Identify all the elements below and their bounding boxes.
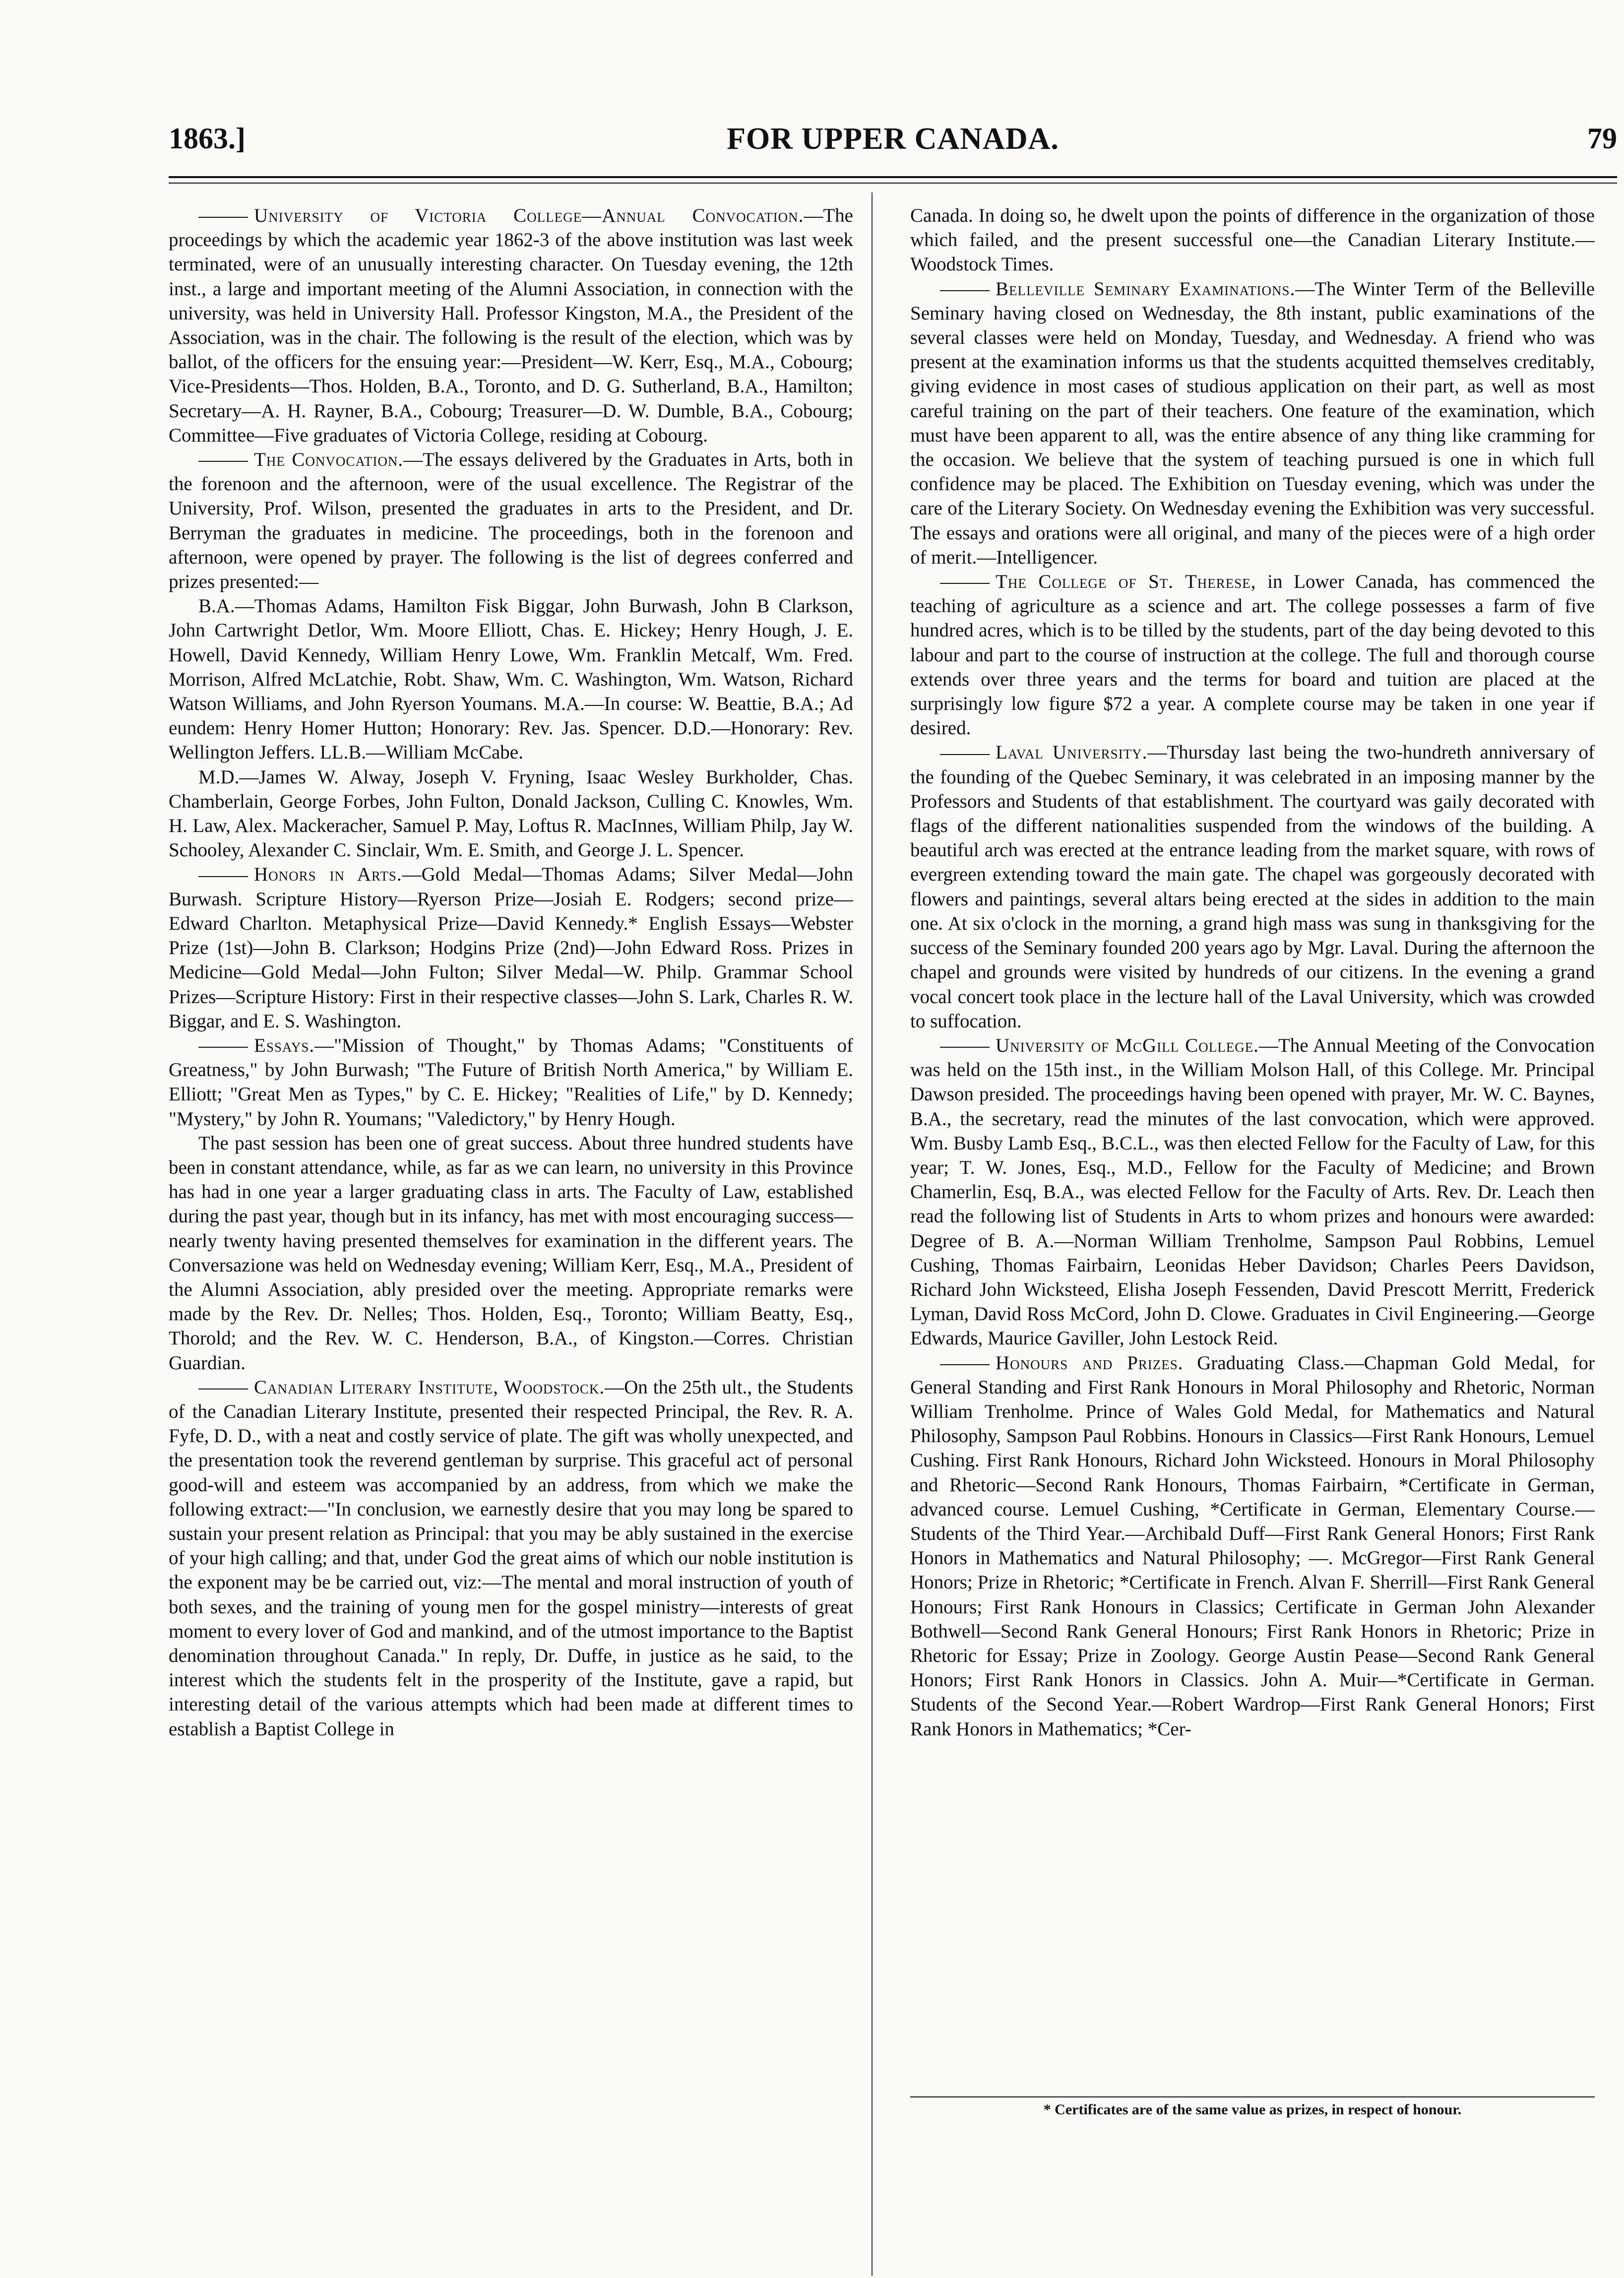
article-paragraph [169, 594, 853, 764]
header-title: FOR UPPER CANADA. [727, 122, 1059, 156]
article-heading: Canadian Literary Institute, Woodstock. [254, 1376, 605, 1398]
page-number: 79 [1587, 122, 1617, 155]
article-paragraph [169, 862, 853, 1033]
section-dash [940, 290, 990, 291]
section-dash [198, 217, 248, 218]
article-text: —"Mission of Thought," by Thomas Adams; "Constituents of Greatness," by John Burwash; "The Future of British North America," by William E. Elliott; "Great Men as Types," by C. E. Hickey; "Realities of Life," by D. Kennedy; "Mystery," by John R. Youmans; "Valedictory," by Henry Hough. [169, 1034, 853, 1130]
section-dash [940, 1364, 990, 1365]
section-dash [198, 461, 248, 462]
section-dash [198, 1047, 248, 1048]
article-text: —The Annual Meeting of the Convocation was held on the 15th inst., in the William Molson Hall, of this College. Mr. Principal Dawson presided. The proceedings having been opened with prayer, Mr. W. C. Baynes, B.A., the secretary, read the minutes of the last convocation, which were approved. Wm. Busby Lamb Esq., B.C.L., was then elected Fellow for the Faculty of Law, for this year; T. W. Jones, Esq., M.D., Fellow for the Faculty of Medicine; and Brown Chamerlin, Esq, B.A., was elected Fellow for the Faculty of Arts. Rev. Dr. Leach then read the following list of Students in Arts to whom prizes and honours were awarded: Degree of B. A.—Norman William Trenholme, Sampson Paul Robbins, Lemuel Cushing, Thomas Fairbairn, Leonidas Heber Davidson; Charles Peers Davidson, Richard John Wicksteed, Elisha Joseph Fessenden, David Prescott Merritt, Frederick Lyman, David Ross McCord, John D. Clowe. Graduates in Civil Engineering.—George Edwards, Maurice Gaviller, John Lestock Reid. [910, 1034, 1595, 1349]
article-paragraph [169, 203, 853, 447]
article-heading: The College of St. Therese, [996, 571, 1256, 593]
article-heading: The Convocation. [254, 449, 404, 471]
right-column [910, 203, 1595, 2088]
article-text: —The Winter Term of the Belleville Seminary having closed on Wednesday, the 8th instant, public examinations of the several classes were held on Monday, Tuesday, and Wednesday. A friend who was present at the examination informs us that the students acquitted themselves creditably, giving evidence in most cases of studious application on their part, as well as most careful training on the part of their teachers. One feature of the examination, which must have been apparent to all, was the entire absence of any thing like cramming for the occasion. We believe that the system of teaching pursued is one in which full confidence may be placed. The Exhibition on Tuesday evening, which was under the care of the Literary Society. On Wednesday evening the Exhibition was very successful. The essays and orations were all original, and many of the pieces were of a high order of merit.—Intelligencer. [910, 278, 1595, 568]
header-year: 1863.] [169, 122, 246, 155]
article-paragraph [169, 1033, 853, 1131]
left-column [169, 203, 853, 2272]
footnote: * Certificates are of the same value as prizes, in respect of honour. [1043, 2101, 1462, 2118]
article-text: —The essays delivered by the Graduates in Arts, both in the forenoon and the afternoon, were of the usual excellence. The Registrar of the University, Prof. Wilson, presented the graduates in arts to the President, and Dr. Berryman the graduates in medicine. The proceedings, both in the forenoon and afternoon, were opened by prayer. The following is the list of degrees conferred and prizes presented:— [169, 449, 853, 593]
header-rule-thick [169, 176, 1617, 178]
header-rule-thin [169, 183, 1617, 184]
section-dash [198, 1389, 248, 1390]
article-text: Canada. In doing so, he dwelt upon the points of difference in the organization of those which failed, and the present successful one—the Canadian Literary Institute.—Woodstock Times. [910, 205, 1595, 275]
article-paragraph [169, 765, 853, 863]
article-paragraph [169, 1131, 853, 1375]
article-heading: Honors in Arts. [254, 864, 402, 886]
article-paragraph [169, 1375, 853, 1741]
article-heading: Essays. [254, 1034, 315, 1056]
section-dash [940, 754, 990, 755]
footnote-rule [910, 2096, 1595, 2097]
article-text: Graduating Class.—Chapman Gold Medal, for General Standing and First Rank Honours in Moral Philosophy and Rhetoric, Norman William Trenholme. Prince of Wales Gold Medal, for Mathematics and Natural Philosophy, Sampson Paul Robbins. Honours in Classics—First Rank Honours, Lemuel Cushing. First Rank Honours, Richard John Wicksteed. Honours in Moral Philosophy and Rhetoric—Second Rank Honours, Thomas Fairbairn, *Certificate in German, advanced course. Lemuel Cushing, *Certificate in German, Elementary Course.—Students of the Third Year.—Archibald Duff—First Rank General Honors; First Rank Honors in Mathematics and Natural Philosophy; —. McGregor—First Rank General Honors; Prize in Rhetoric; *Certificate in French. Alvan F. Sherrill—First Rank General Honours; First Rank Honours in Classics; Certificate in German John Alexander Bothwell—Second Rank General Honours; First Rank Honors in Rhetoric; Prize in Rhetoric for Essay; Prize in Zoology. George Austin Pease—Second Rank General Honors; First Rank Honors in Classics. John A. Muir—*Certificate in German. Students of the Second Year.—Robert Wardrop—First Rank General Honors; First Rank Honors in Mathematics; *Cer- [910, 1352, 1595, 1740]
article-heading: Honours and Prizes. [996, 1352, 1184, 1374]
article-text: B.A.—Thomas Adams, Hamilton Fisk Biggar, John Burwash, John B Clarkson, John Cartwright Detlor, Wm. Moore Elliott, Chas. E. Hickey; Henry Hough, J. E. Howell, David Kennedy, William Henry Lowe, Wm. Franklin Metcalf, Wm. Fred. Morrison, Alfred McLatchie, Robt. Shaw, Wm. C. Washington, Wm. Watson, Richard Watson Williams, and John Ryerson Youmans. M.A.—In course: W. Beattie, B.A.; Ad eundem: Henry Homer Hutton; Honorary: Rev. Jas. Spencer. D.D.—Honorary: Rev. Wellington Jeffers. LL.B.—William McCabe. [169, 595, 853, 763]
running-header [169, 122, 1617, 166]
section-dash [198, 876, 248, 877]
article-text: The past session has been one of great success. About three hundred students have been in constant attendance, while, as far as we can learn, no university in this Province has had in one year a larger graduating class in arts. The Faculty of Law, established during the past year, though but in its infancy, has met with most encouraging success—nearly twenty having presented themselves for examination in the different years. The Conversazione was held on Wednesday evening; William Kerr, Esq., M.A., President of the Alumni Association, ably presided over the meeting. Appropriate remarks were made by the Rev. Dr. Nelles; Thos. Holden, Esq., Toronto; William Beatty, Esq., Thorold; and the Rev. W. C. Henderson, B.A., of Kingston.—Corres. Christian Guardian. [169, 1132, 853, 1374]
article-text: —On the 25th ult., the Students of the Canadian Literary Institute, presented their respected Principal, the Rev. R. A. Fyfe, D. D., with a neat and costly service of plate. The gift was wholly unexpected, and the presentation took the reverend gentleman by surprise. This graceful act of personal good-will and esteem was accompanied by an address, from which we make the following extract:—"In conclusion, we earnestly desire that you may long be spared to sustain your present relation as Principal: that you may be ably sustained in the exercise of your high calling; and that, under God the great aims of which our noble institution is the exponent may be be carried out, viz:—The mental and moral instruction of youth of both sexes, and the training of young men for the gospel ministry—interests of great moment to every lover of God and mankind, and of the utmost importance to the Baptist denomination throughout Canada." In reply, Dr. Duffe, in justice as he said, to the interest which the students felt in the prosperity of the Institute, gave a rapid, but interesting detail of the various attempts which had been made at different times to establish a Baptist College in [169, 1376, 853, 1740]
article-paragraph [910, 1033, 1595, 1351]
article-text: —The proceedings by which the academic year 1862-3 of the above institution was last week terminated, were of an unusually interesting character. On Tuesday evening, the 12th inst., a large and important meeting of the Alumni Association, in connection with the university, was held in University Hall. Professor Kingston, M.A., the President of the Association, was in the chair. The following is the result of the election, which was by ballot, of the officers for the ensuing year:—President—W. Kerr, Esq., M.A., Cobourg; Vice-Presidents—Thos. Holden, B.A., Toronto, and D. G. Sutherland, B.A., Hamilton; Secretary—A. H. Rayner, B.A., Cobourg; Treasurer—D. W. Dumble, B.A., Cobourg; Committee—Five graduates of Victoria College, residing at Cobourg. [169, 205, 853, 446]
article-paragraph [910, 570, 1595, 740]
article-paragraph [169, 447, 853, 594]
section-dash [940, 1047, 990, 1048]
article-paragraph [910, 203, 1595, 277]
article-paragraph [910, 277, 1595, 570]
section-dash [940, 583, 990, 584]
article-text: —Thursday last being the two-hundreth anniversary of the founding of the Quebec Seminary, it was celebrated in an imposing manner by the Professors and Students of that establishment. The courtyard was gaily decorated with flags of the different nationalities suspended from the windows of the building. A beautiful arch was erected at the entrance leading from the market square, with rows of evergreen extending toward the main gate. The chapel was gorgeously decorated with flowers and paintings, several altars being erected at the sides in addition to the main one. At six o'clock in the morning, a grand high mass was sung in thanksgiving for the success of the Seminary founded 200 years ago by Mgr. Laval. During the afternoon the chapel and grounds were visited by hundreds of our citizens. In the evening a grand vocal concert took place in the lecture hall of the Laval University, which was crowded to suffocation. [910, 742, 1595, 1032]
article-paragraph [910, 740, 1595, 1033]
article-heading: Belleville Seminary Examinations. [996, 278, 1296, 300]
article-heading: University of Victoria College—Annual Convocation. [254, 205, 804, 226]
article-text: —Gold Medal—Thomas Adams; Silver Medal—John Burwash. Scripture History—Ryerson Prize—Josiah E. Rodgers; second prize—Edward Charlton. Metaphysical Prize—David Kennedy.* English Essays—Webster Prize (1st)—John B. Clarkson; Hodgins Prize (2nd)—John Edward Ross. Prizes in Medicine—Gold Medal—John Fulton; Silver Medal—W. Philp. Grammar School Prizes—Scripture History: First in their respective classes—John S. Lark, Charles R. W. Biggar, and E. S. Washington. [169, 864, 853, 1032]
article-text: M.D.—James W. Alway, Joseph V. Fryning, Isaac Wesley Burkholder, Chas. Chamberlain, George Forbes, John Fulton, Donald Jackson, Culling C. Knowles, Wm. H. Law, Alex. Mackeracher, Samuel P. May, Loftus R. MacInnes, William Philp, Jay W. Schooley, Alexander C. Sinclair, Wm. E. Smith, and George J. L. Spencer. [169, 766, 853, 861]
article-heading: Laval University. [996, 742, 1148, 763]
column-divider [872, 192, 873, 2276]
article-paragraph [910, 1351, 1595, 1741]
article-heading: University of McGill College. [996, 1034, 1259, 1056]
article-text: in Lower Canada, has commenced the teaching of agriculture as a science and art. The college possesses a farm of five hundred acres, which is to be tilled by the students, part of the day being devoted to this labour and part to the course of instruction at the college. The full and thorough course extends over three years and the terms for board and tuition are placed at the surprisingly low figure $72 a year. A complete course may be taken in one year if desired. [910, 571, 1595, 739]
